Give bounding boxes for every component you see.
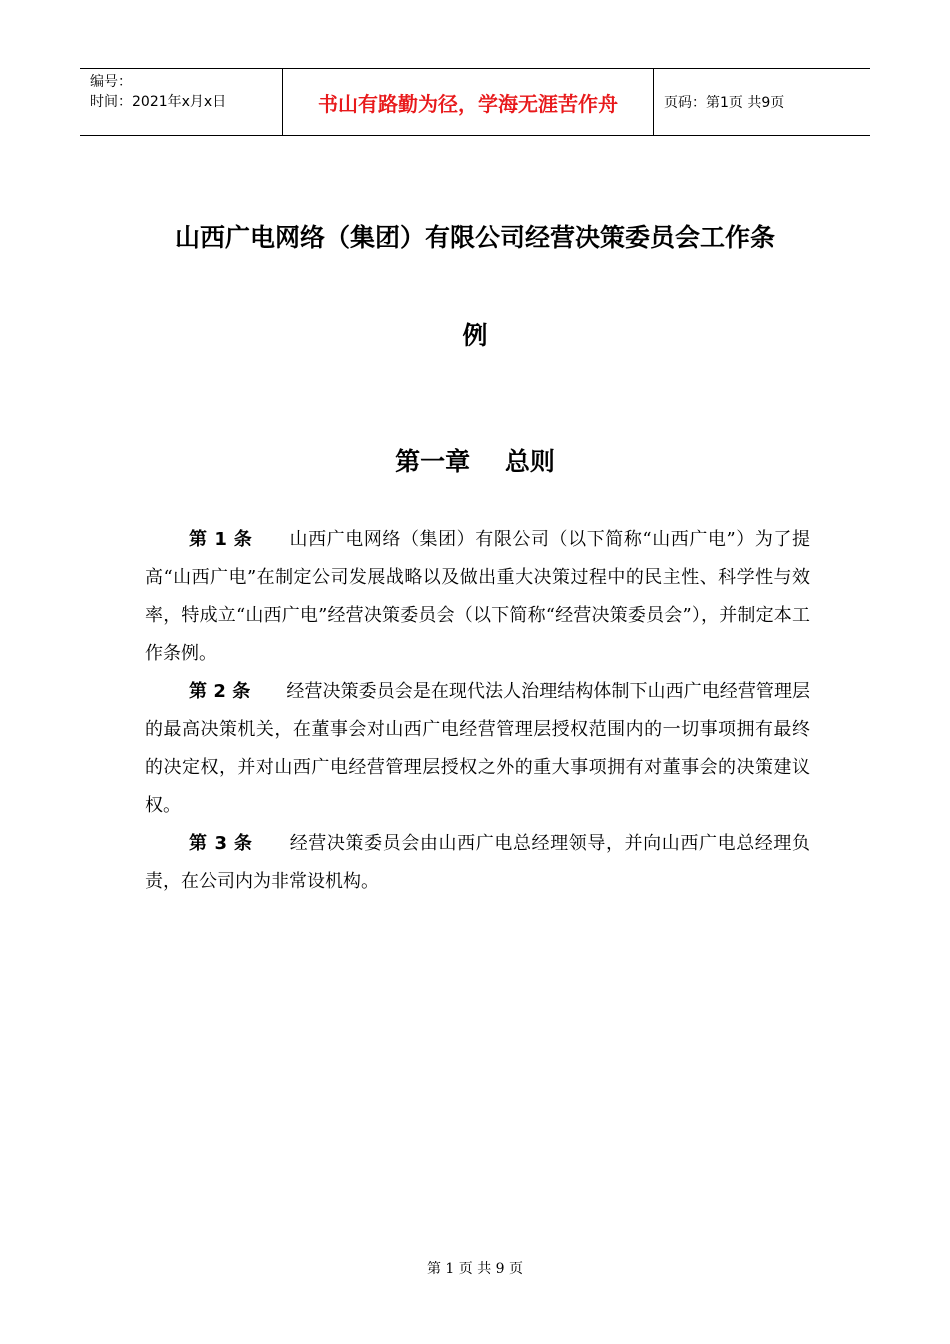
document-body — [145, 521, 810, 901]
article-text: 经营决策委员会由山西广电总经理领导，并向山西广电总经理负责，在公司内为非常设机构。 — [145, 833, 811, 892]
number-label: 编号： — [90, 74, 132, 90]
time-label: 时间：2021年x月x日 — [90, 94, 227, 110]
document-title-line1: 山西广电网络（集团）有限公司经营决策委员会工作条 — [174, 223, 775, 252]
article-2 — [145, 673, 810, 825]
header-meta — [80, 69, 282, 135]
article-text: 经营决策委员会是在现代法人治理结构体制下山西广电经营管理层的最高决策机关，在董事会对山西广电经营管理层授权范围内的一切事项拥有最终的决定权，并对山西广电经营管理层授权之外的重大事项拥有对董事会的决策建议权。 — [145, 681, 811, 816]
document-header — [80, 68, 870, 136]
header-motto: 书山有路勤为径，学海无涯苦作舟 — [282, 69, 654, 135]
chapter-title: 第一章 总则 — [395, 447, 555, 476]
article-3 — [145, 825, 810, 901]
header-page-info: 页码：第1页 共9页 — [664, 95, 785, 111]
document-title-line2: 例 — [462, 321, 488, 350]
article-label: 第 3 条 — [189, 833, 253, 854]
article-1 — [145, 521, 810, 673]
article-text: 山西广电网络（集团）有限公司（以下简称“山西广电”）为了提高“山西广电”在制定公司发展战略以及做出重大决策过程中的民主性、科学性与效率，特成立“山西广电”经营决策委员会（以下简称“经营决策委员会”），并制定本工作条例。 — [145, 529, 811, 664]
article-label: 第 2 条 — [189, 681, 251, 702]
article-label: 第 1 条 — [189, 529, 253, 550]
page-footer: 第 1 页 共 9 页 — [426, 1261, 524, 1277]
